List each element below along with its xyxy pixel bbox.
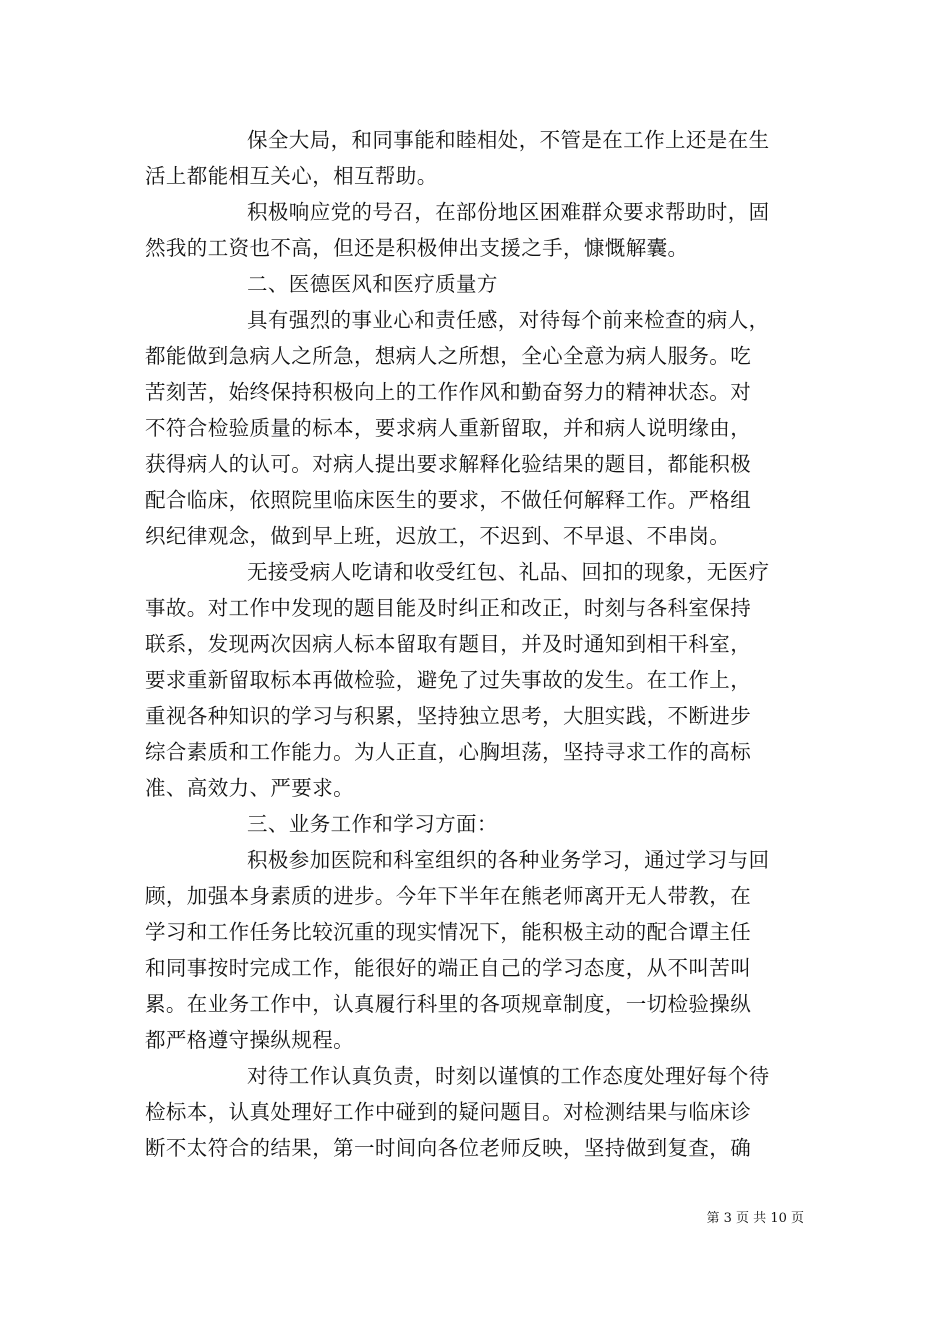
text-line: 都能做到急病人之所急，想病人之所想，全心全意为病人服务。吃 bbox=[145, 344, 752, 368]
text-line: 三、业务工作和学习方面： bbox=[247, 812, 498, 836]
text-line: 准、高效力、严要求。 bbox=[145, 776, 354, 800]
text-line: 事故。对工作中发现的题目能及时纠正和改正，时刻与各科室保持 bbox=[145, 596, 752, 620]
text-line: 要求重新留取标本再做检验，避免了过失事故的发生。在工作上， bbox=[145, 668, 752, 692]
document-body bbox=[145, 122, 807, 1166]
text-line: 学习和工作任务比较沉重的现实情况下，能积极主动的配合谭主任 bbox=[145, 920, 752, 944]
text-line: 累。在业务工作中，认真履行科里的各项规章制度，一切检验操纵 bbox=[145, 992, 752, 1016]
text-line: 活上都能相互关心，相互帮助。 bbox=[145, 164, 438, 188]
text-line: 获得病人的认可。对病人提出要求解释化验结果的题目，都能积极 bbox=[145, 452, 752, 476]
text-line: 保全大局，和同事能和睦相处，不管是在工作上还是在生 bbox=[247, 128, 770, 152]
text-line: 积极响应党的号召，在部份地区困难群众要求帮助时，固 bbox=[247, 200, 770, 224]
text-line: 然我的工资也不高，但还是积极伸出支援之手，慷慨解囊。 bbox=[145, 236, 689, 260]
text-line: 不符合检验质量的标本，要求病人重新留取，并和病人说明缘由， bbox=[145, 416, 752, 440]
text-line: 都严格遵守操纵规程。 bbox=[145, 1028, 354, 1052]
text-line: 无接受病人吃请和收受红包、礼品、回扣的现象，无医疗 bbox=[247, 560, 770, 584]
page-number-footer: 第 3 页 共 10 页 bbox=[706, 1211, 804, 1226]
text-line: 综合素质和工作能力。为人正直，心胸坦荡，坚持寻求工作的高标 bbox=[145, 740, 752, 764]
text-line: 配合临床，依照院里临床医生的要求，不做任何解释工作。严格组 bbox=[145, 488, 752, 512]
text-line: 联系，发现两次因病人标本留取有题目，并及时通知到相干科室， bbox=[145, 632, 752, 656]
text-line: 积极参加医院和科室组织的各种业务学习，通过学习与回 bbox=[247, 848, 770, 872]
text-line: 苦刻苦，始终保持积极向上的工作作风和勤奋努力的精神状态。对 bbox=[145, 380, 752, 404]
text-line: 检标本，认真处理好工作中碰到的疑问题目。对检测结果与临床诊 bbox=[145, 1100, 752, 1124]
text-line: 顾，加强本身素质的进步。今年下半年在熊老师离开无人带教，在 bbox=[145, 884, 752, 908]
text-line: 和同事按时完成工作，能很好的端正自己的学习态度，从不叫苦叫 bbox=[145, 956, 752, 980]
text-line: 断不太符合的结果，第一时间向各位老师反映，坚持做到复查，确 bbox=[145, 1136, 752, 1160]
text-line: 二、医德医风和医疗质量方 bbox=[247, 272, 498, 296]
text-line: 具有强烈的事业心和责任感，对待每个前来检查的病人， bbox=[247, 308, 770, 332]
text-line: 对待工作认真负责，时刻以谨慎的工作态度处理好每个待 bbox=[247, 1064, 770, 1088]
text-line: 织纪律观念，做到早上班，迟放工，不迟到、不早退、不串岗。 bbox=[145, 524, 731, 548]
text-line: 重视各种知识的学习与积累，坚持独立思考，大胆实践，不断进步 bbox=[145, 704, 752, 728]
